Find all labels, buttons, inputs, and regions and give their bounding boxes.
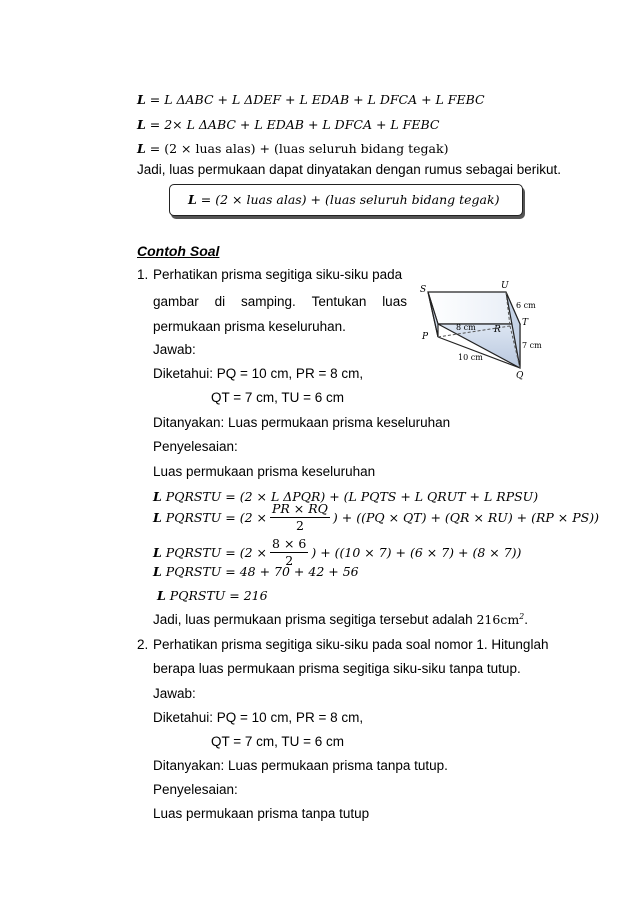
word: samping. [240, 294, 296, 309]
problem-2-line-1: Perhatikan prisma segitiga siku-siku pada soal nomor 1. Hitunglah [153, 637, 549, 652]
solid-name: PQRSTU [165, 545, 222, 560]
luas-title: Luas permukaan prisma tanpa tutup [153, 806, 370, 821]
label-s: S [420, 285, 427, 295]
formula-rhs: = L ΔABC + L ΔDEF + L EDAB + L DFCA + L FEBC [149, 92, 485, 107]
step-expression: = 48 + 70 + 42 + 56 [225, 564, 359, 579]
formula-rhs: = (2 × luas alas) + (luas seluruh bidang tegak) [200, 192, 500, 207]
fraction-numerator: 8 × 6 [272, 536, 307, 551]
exponent: 2 [519, 612, 525, 621]
label-qt-length: 7 cm [522, 341, 542, 350]
step-expression: = 216 [229, 588, 268, 603]
step-expression: ) + ((10 × 7) + (6 × 7) + (8 × 7)) [311, 545, 522, 560]
problem-1-number: 1. [137, 267, 149, 282]
problem-1-line-3: permukaan prisma keseluruhan. [153, 319, 346, 334]
formula-line-3 [137, 141, 448, 156]
problem-1-line-2 [153, 294, 407, 309]
fraction [270, 502, 330, 533]
word: Tentukan [311, 294, 367, 309]
formula-lhs: L [153, 510, 162, 525]
step-expression: = (2 × [225, 545, 268, 560]
formula-lhs: L [153, 564, 162, 579]
diketahui-line-1: Diketahui: PQ = 10 cm, PR = 8 cm, [153, 710, 364, 725]
formula-rhs: = 2× L ΔABC + L EDAB + L DFCA + L FEBC [149, 117, 440, 132]
word: gambar [153, 294, 199, 309]
diketahui-line-1: Diketahui: PQ = 10 cm, PR = 8 cm, [153, 366, 364, 381]
period: . [524, 612, 529, 628]
prism-figure [412, 278, 550, 384]
boxed-formula-text [188, 192, 499, 207]
jawab-label: Jawab: [153, 686, 196, 701]
formula-lhs: L [137, 92, 146, 107]
problem-1-line-1 [153, 267, 407, 282]
value-text: 216cm [476, 612, 520, 628]
label-pr-length: 8 cm [456, 323, 476, 332]
formula-lhs: L [153, 489, 162, 504]
formula-lhs: L [188, 192, 197, 207]
formula-rhs: = (2 × luas alas) + (luas seluruh bidang tegak) [149, 141, 449, 156]
luas-title: Luas permukaan prisma keseluruhan [153, 464, 376, 479]
problem-text: Perhatikan prisma segitiga siku-siku pada [153, 267, 403, 282]
solution-step-5 [157, 588, 268, 603]
jawab-label: Jawab: [153, 342, 196, 357]
label-q: Q [516, 371, 524, 381]
label-p: P [422, 332, 429, 342]
step-expression: = (2 × [225, 510, 268, 525]
conclusion-value [476, 612, 524, 627]
fraction-denominator: 2 [295, 518, 304, 533]
penyelesaian-label: Penyelesaian: [153, 439, 238, 454]
solution-step-4 [153, 564, 359, 579]
solid-name: PQRSTU [169, 588, 226, 603]
solid-name: PQRSTU [165, 564, 222, 579]
word: luas [382, 294, 407, 309]
diketahui-line-2: QT = 7 cm, TU = 6 cm [211, 390, 345, 405]
step-expression: = (2 × L ΔPQR) + (L PQTS + L QRUT + L RPSU) [225, 489, 539, 504]
boxed-formula [169, 184, 523, 216]
formula-lhs: L [137, 117, 146, 132]
top-face [428, 292, 520, 324]
section-heading: Contoh Soal [137, 243, 220, 259]
solution-step-2 [153, 502, 599, 533]
step-expression: ) + ((PQ × QT) + (QR × RU) + (RP × PS)) [332, 510, 599, 525]
diketahui-line-2: QT = 7 cm, TU = 6 cm [211, 734, 345, 749]
problem-1-conclusion [153, 612, 528, 627]
label-u: U [501, 281, 509, 291]
penyelesaian-label: Penyelesaian: [153, 782, 238, 797]
fraction-denominator: 2 [285, 553, 294, 568]
solid-name: PQRSTU [165, 489, 222, 504]
formula-line-2 [137, 117, 439, 132]
label-tu-length: 6 cm [516, 301, 536, 310]
problem-2-number: 2. [137, 637, 149, 652]
formula-line-1 [137, 92, 485, 107]
formula-lhs: L [137, 141, 146, 156]
fraction-numerator: PR × RQ [272, 501, 328, 516]
formula-lhs: L [157, 588, 166, 603]
solid-name: PQRSTU [165, 510, 222, 525]
label-pq-length: 10 cm [458, 353, 483, 362]
ditanyakan-line: Ditanyakan: Luas permukaan prisma keseluruhan [153, 415, 451, 430]
ditanyakan-line: Ditanyakan: Luas permukaan prisma tanpa tutup. [153, 758, 448, 773]
problem-2-line-2: berapa luas permukaan prisma segitiga siku-siku tanpa tutup. [153, 661, 521, 676]
label-t: T [522, 318, 529, 328]
conclusion-text: Jadi, luas permukaan dapat dinyatakan dengan rumus sebagai berikut. [137, 162, 562, 177]
label-r: R [494, 325, 501, 335]
word: di [214, 294, 226, 309]
conclusion-text: Jadi, luas permukaan prisma segitiga tersebut adalah [153, 612, 473, 628]
formula-lhs: L [153, 545, 162, 560]
